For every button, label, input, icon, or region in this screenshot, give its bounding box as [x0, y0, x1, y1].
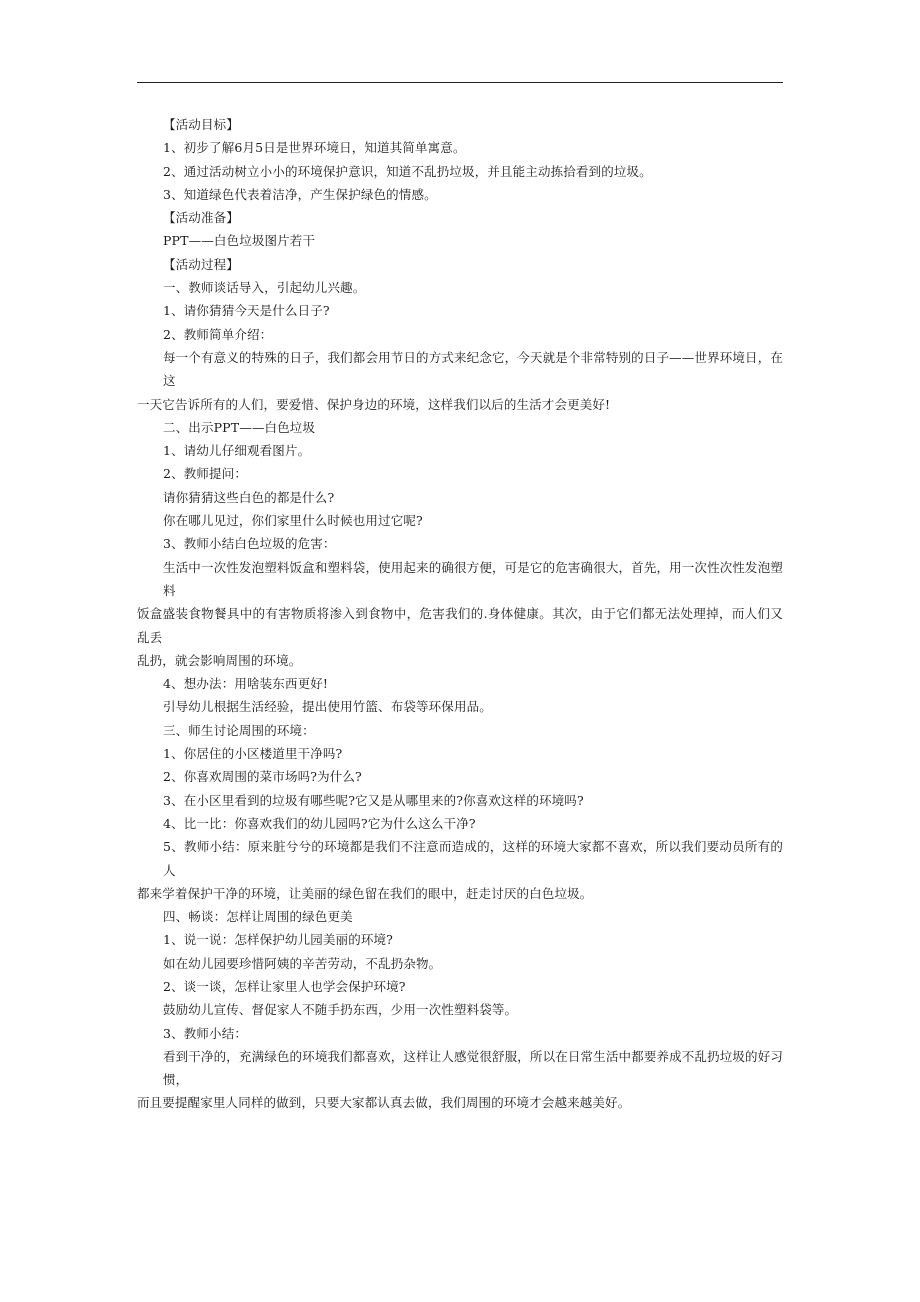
text-line: 【活动过程】: [163, 256, 239, 272]
text-line: 2、教师提问：: [163, 466, 248, 482]
text-line: 如在幼儿园要珍惜阿姨的辛苦劳动，不乱扔杂物。: [163, 955, 442, 971]
text-line: 你在哪儿见过，你们家里什么时候也用过它呢?: [163, 513, 423, 529]
text-line: 4、想办法：用啥装东西更好!: [163, 676, 329, 692]
paragraph-continuation-line: 一天它告诉所有的人们，要爱惜、保护身边的环境，这样我们以后的生活才会更美好!: [137, 396, 611, 412]
paragraph-continuation-line: 饭盒盛装食物餐具中的有害物质将渗入到食物中，危害我们的.身体健康。其次，由于它们都无法处理掉，而人们又乱丢: [137, 606, 783, 645]
text-line: 3、知道绿色代表着洁净，产生保护绿色的情感。: [163, 186, 437, 202]
text-line: 鼓励幼儿宣传、督促家人不随手扔东西，少用一次性塑料袋等。: [163, 1002, 518, 1018]
text-line: 1、请幼儿仔细观看图片。: [163, 443, 311, 459]
paragraph-first-line: 看到干净的，充满绿色的环境我们都喜欢，这样让人感觉很舒服，所以在日常生活中都要养成不乱扔垃圾的好习惯，: [163, 1048, 783, 1088]
text-line: 4、比一比：你喜欢我们的幼儿园吗?它为什么这么干净?: [163, 815, 476, 831]
text-line: 引导幼儿根据生活经验，提出使用竹篮、布袋等环保用品。: [163, 699, 492, 715]
text-line: 3、教师小结白色垃圾的危害：: [163, 536, 336, 552]
text-line: 三、师生讨论周围的环境：: [163, 722, 315, 738]
text-line: 二、出示PPT——白色垃圾: [163, 419, 316, 435]
text-line: 一、教师谈话导入，引起幼儿兴趣。: [163, 280, 366, 296]
text-line: 1、请你猜猜今天是什么日子?: [163, 303, 330, 319]
text-line: 请你猜猜这些白色的都是什么?: [163, 489, 335, 505]
paragraph: [137, 835, 783, 905]
paragraph-first-line: 5、教师小结：原来脏兮兮的环境都是我们不注意而造成的，这样的环境大家都不喜欢，所以我们要动员所有的人: [163, 839, 783, 878]
paragraph-continuation-line: 而且要提醒家里人同样的做到，只要大家都认真去做，我们周围的环境才会越来越美好。: [137, 1095, 631, 1111]
paragraph-continuation-line: 都来学着保护干净的环境，让美丽的绿色留在我们的眼中，赶走讨厌的白色垃圾。: [137, 885, 593, 901]
text-line: 3、教师小结：: [163, 1025, 248, 1041]
text-line: 1、说一说：怎样保护幼儿园美丽的环境?: [163, 932, 394, 948]
text-line: 3、在小区里看到的垃圾有哪些呢?它又是从哪里来的?你喜欢这样的环境吗?: [163, 792, 584, 808]
text-line: 【活动准备】: [163, 210, 239, 226]
document-body: [137, 113, 783, 1115]
text-line: 四、畅谈：怎样让周围的绿色更美: [163, 909, 353, 925]
paragraph: [137, 1045, 783, 1115]
text-line: 1、你居住的小区楼道里干净吗?: [163, 746, 343, 762]
paragraph-first-line: 生活中一次性发泡塑料饭盒和塑料袋，使用起来的确很方便，可是它的危害确很大，首先，用一次性次性发泡塑料: [163, 559, 783, 598]
text-line: 2、你喜欢周围的菜市场吗?为什么?: [163, 769, 362, 785]
paragraph-first-line: 每一个有意义的特殊的日子，我们都会用节日的方式来纪念它，今天就是个非常特别的日子——世界环境日，在这: [163, 349, 783, 389]
text-line: 2、通过活动树立小小的环境保护意识，知道不乱扔垃圾，并且能主动拣拾看到的垃圾。: [163, 163, 652, 179]
text-line: 2、教师简单介绍：: [163, 326, 273, 342]
paragraph: [137, 556, 783, 672]
paragraph-continuation-line: 乱扔，就会影响周围的环境。: [137, 652, 302, 668]
text-line: 1、初步了解6月5日是世界环境日，知道其简单寓意。: [163, 140, 466, 156]
text-line: PPT——白色垃圾图片若干: [163, 233, 316, 249]
header-rule: [137, 82, 783, 83]
text-line: 【活动目标】: [163, 117, 239, 132]
text-line: 2、谈一谈，怎样让家里人也学会保护环境?: [163, 978, 406, 994]
paragraph: [137, 346, 783, 416]
